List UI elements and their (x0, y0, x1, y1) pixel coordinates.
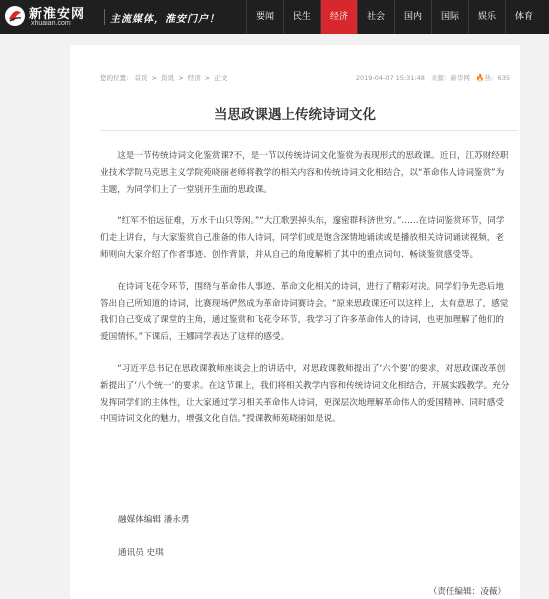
breadcrumb-separator: > (178, 74, 184, 82)
hot-count (476, 73, 510, 82)
paragraph: “红军不怕远征难，万水千山只等闲。”“大江歌罢掉头东，邃密群科济世穷。”……在诗词鉴赏环节，同学们走上讲台，与大家鉴赏自己准备的伟人诗词，同学们或是饱含深情地诵读或是播放相关诗词诵读视频，老师则向大家介绍了作者事迹、创作背景，并从自己的角度解析了其中的重点词句、畅谈鉴赏感受等。 (100, 216, 505, 260)
breadcrumb-item-economy[interactable]: 经济 (187, 74, 201, 82)
breadcrumb-item-current: 正文 (214, 74, 228, 82)
hot-count-text: 热：635 (484, 74, 510, 82)
article-body (100, 148, 510, 443)
nav-item-yule[interactable]: 娱乐 (468, 0, 505, 34)
article-meta (356, 73, 510, 82)
site-slogan: 主流媒体，淮安门户！ (110, 14, 220, 25)
nav-item-guonei[interactable]: 国内 (394, 0, 431, 34)
breadcrumb-item-home[interactable]: 首页 (134, 74, 148, 82)
nav-item-yaowen[interactable]: 要闻 (246, 0, 283, 34)
article-title: 当思政课遇上传统诗词文化 (214, 107, 376, 123)
article-card (70, 45, 520, 599)
publish-datetime: 2019-04-07 15:31:48 (355, 73, 425, 82)
paragraph: “习近平总书记在思政课教师座谈会上的讲话中，对思政课教师提出了‘六个要’的要求，对思政课改革创新提出了‘八个统一’的要求。在这节课上，我们将相关教学内容和传统诗词文化相结合，开展实践教学。充分发挥同学们的主体性，让大家通过学习相关革命伟人诗词，更深层次地理解革命伟人的爱国精神、同时感受中国诗词文化的魅力，增强文化自信。”授课教师苑晓丽如是说。 (100, 363, 510, 425)
top-nav-bar (0, 0, 549, 34)
nav-item-guoji[interactable]: 国际 (431, 0, 468, 34)
nav-item-jingji[interactable]: 经济 (320, 0, 357, 34)
title-divider (100, 130, 518, 131)
main-nav (246, 0, 542, 34)
breadcrumb-separator: > (151, 74, 158, 82)
logo-domain: xhuaian.com (31, 20, 71, 27)
logo-text: 新淮安网 (29, 7, 86, 22)
flame-icon: 🔥 (475, 74, 485, 82)
breadcrumb-prefix: 您的位置： (100, 74, 133, 82)
nav-item-minsheng[interactable]: 民生 (283, 0, 320, 34)
nav-item-tiyu[interactable]: 体育 (505, 0, 542, 34)
site-logo[interactable] (4, 3, 104, 31)
breadcrumb-separator: > (204, 74, 211, 82)
sign-editor: 融媒体编辑 潘永勇 (118, 515, 190, 525)
nav-item-shehui[interactable]: 社会 (357, 0, 394, 34)
breadcrumb-item-news[interactable]: 资讯 (161, 74, 175, 82)
article-source: 来源：新华网 (430, 74, 470, 82)
slogan-divider (104, 9, 105, 25)
responsible-editor: （责任编辑：凌薇） (428, 587, 506, 597)
sign-reporter: 通讯员 史琪 (118, 548, 164, 558)
paragraph: 这是一节传统诗词文化鉴赏课?不，是一节以传统诗词文化鉴赏为表现形式的思政课。近日，江苏财经职业技术学院马克思主义学院苑晓丽老师将教学的相关内容和传统诗词文化相结合，以“革命伟人诗词鉴赏”为主题，为同学们上了一堂别开生面的思政课。 (100, 151, 509, 195)
paragraph: 在诗词飞花令环节，围绕与革命伟人事迹、革命文化相关的诗词，进行了精彩对决。同学们争先恐后地答出自己所知道的诗词，比赛现场俨然成为革命诗词赛诗会。“原来思政课还可以这样上，太有意思了，感觉我们自己变成了课堂的主角，通过鉴赏和飞花令环节，我学习了许多革命伟人的诗词，也更加理解了他们的爱国情怀。”下课后，王娜同学表达了这样的感受。 (100, 281, 509, 343)
logo-mark-icon (4, 5, 26, 27)
